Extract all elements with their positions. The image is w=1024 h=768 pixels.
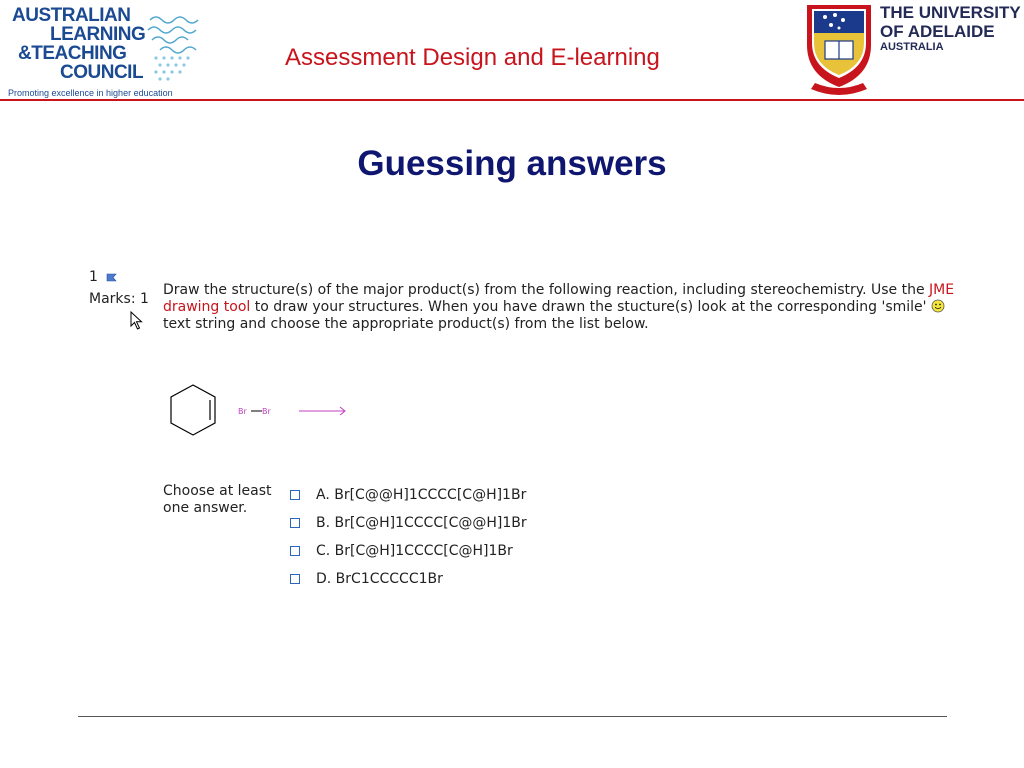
answer-option-a[interactable]: [290, 481, 527, 509]
smile-icon: [931, 299, 945, 313]
university-name-line-1: THE UNIVERSITY: [880, 3, 1021, 22]
answer-checkbox-a[interactable]: [290, 490, 300, 500]
altc-tagline: Promoting excellence in higher education: [8, 88, 173, 98]
choose-instruction: Choose at least one answer.: [163, 483, 272, 516]
question-marks: Marks: 1: [89, 291, 149, 307]
question-text-part-1: Draw the structure(s) of the major product(s) from the following reaction, including stereochemistry. Use the: [163, 282, 930, 298]
answer-checkbox-d[interactable]: [290, 574, 300, 584]
answer-option-d[interactable]: [290, 565, 527, 593]
flag-icon[interactable]: [106, 273, 117, 282]
wave-pattern-icon: [146, 12, 206, 84]
question-text: [163, 282, 963, 333]
answer-checkbox-c[interactable]: [290, 546, 300, 556]
answer-list: [290, 481, 527, 593]
answer-option-c[interactable]: [290, 537, 527, 565]
altc-logo-line-3: &TEACHING: [18, 43, 127, 64]
altc-logo-line-2: LEARNING: [50, 24, 146, 45]
answer-checkbox-b[interactable]: [290, 518, 300, 528]
question-number: 1: [89, 269, 98, 285]
cyclohexene-structure: [171, 385, 215, 435]
header-title: Assessment Design and E-learning: [285, 44, 660, 71]
answer-label-d: D. BrC1CCCCC1Br: [316, 571, 443, 587]
university-crest-icon: [803, 3, 875, 95]
university-name-line-2: OF ADELAIDE: [880, 22, 995, 41]
altc-logo-line-4: COUNCIL: [60, 62, 144, 83]
mouse-pointer-icon: [130, 311, 144, 331]
question-meta: [89, 266, 149, 310]
question-text-part-2: to draw your structures. When you have drawn the stucture(s) look at the corresponding 'smile': [250, 299, 931, 315]
header-divider: [0, 99, 1024, 101]
answer-label-c: C. Br[C@H]1CCCC[C@H]1Br: [316, 543, 513, 559]
question-text-part-3: text string and choose the appropriate product(s) from the list below.: [163, 316, 649, 332]
bromine-right-label: Br: [262, 407, 271, 416]
jme-drawing-tool-link[interactable]: JME drawing tool: [163, 282, 955, 315]
altc-logo: [4, 4, 204, 98]
answer-label-a: A. Br[C@@H]1CCCC[C@H]1Br: [316, 487, 527, 503]
reaction-scheme: [165, 380, 365, 440]
altc-logo-line-1: AUSTRALIAN: [12, 5, 131, 26]
footer-divider: [78, 716, 947, 717]
slide-title: Guessing answers: [357, 144, 667, 183]
bromine-left-label: Br: [238, 407, 247, 416]
answer-label-b: B. Br[C@H]1CCCC[C@@H]1Br: [316, 515, 527, 531]
university-name: [880, 3, 1021, 54]
reaction-arrow-icon: [299, 407, 345, 415]
answer-option-b[interactable]: [290, 509, 527, 537]
university-country: AUSTRALIA: [880, 41, 944, 53]
